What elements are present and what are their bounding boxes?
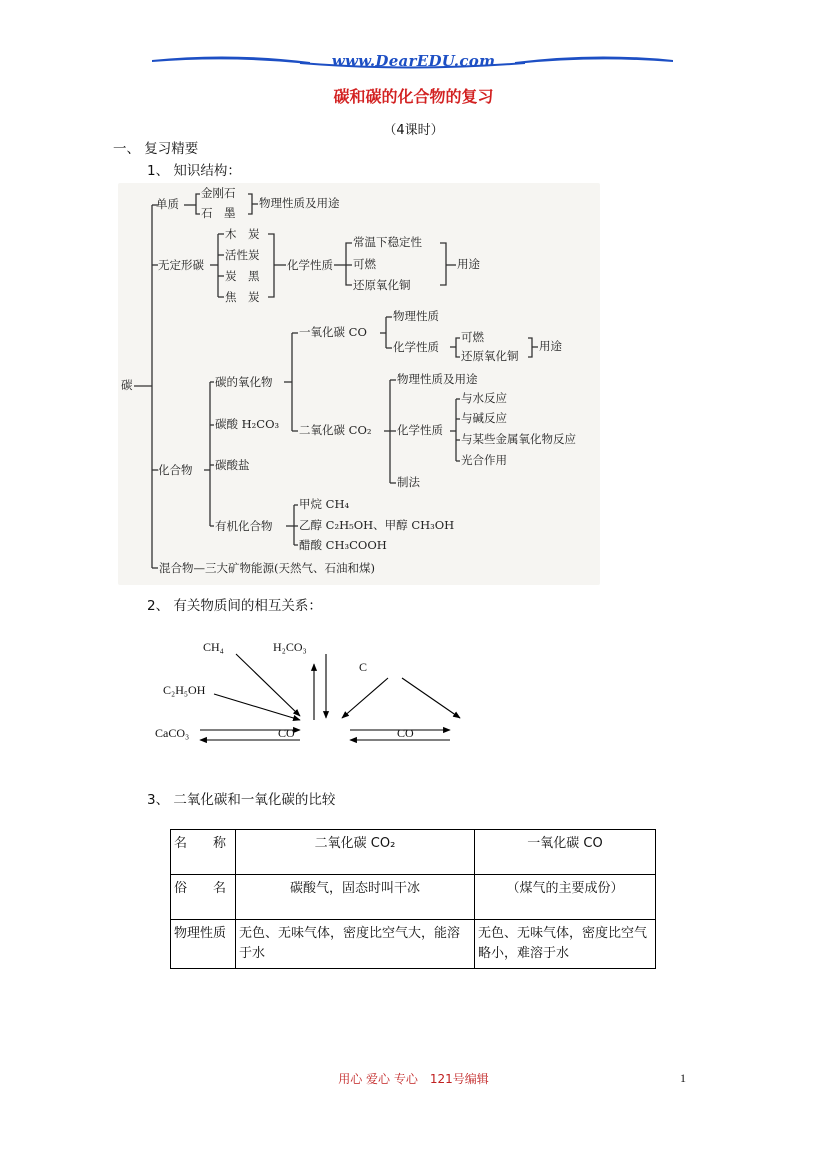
node-with-metal-oxide: 与某些金属氧化物反应 <box>461 432 576 446</box>
node-chemical-properties: 化学性质 <box>287 258 333 272</box>
knowledge-structure-diagram <box>118 183 600 585</box>
relation-ch4: CH₄ <box>203 640 224 654</box>
node-carbon-black: 炭 黑 <box>225 269 260 283</box>
node-activated-carbon: 活性炭 <box>225 248 260 262</box>
node-co-reduce-cuo: 还原氧化铜 <box>461 349 519 363</box>
subheading-relations: 2、 有关物质间的相互关系： <box>147 598 322 614</box>
node-carbonate: 碳酸盐 <box>215 458 250 472</box>
section-heading-review: 一、 复习精要 <box>113 141 199 157</box>
node-co2-physical-use: 物理性质及用途 <box>397 372 478 386</box>
table-row <box>171 920 656 969</box>
node-coke: 焦 炭 <box>225 290 260 304</box>
relation-co: CO <box>397 726 414 740</box>
node-charcoal: 木 炭 <box>225 227 260 241</box>
page-number: 1 <box>680 1071 686 1085</box>
relation-co2: CO <box>278 726 295 740</box>
table-cell: 无色、无味气体，密度比空气大，能溶于水 <box>236 920 475 969</box>
node-uses: 用途 <box>457 257 480 271</box>
node-co2: 二氧化碳 CO₂ <box>299 423 372 437</box>
table-cell: （煤气的主要成份） <box>475 875 656 920</box>
node-methane: 甲烷 CH₄ <box>299 497 350 511</box>
node-photosynthesis: 光合作用 <box>461 453 507 467</box>
table-cell: 俗 名 <box>171 875 236 920</box>
document-subtitle: （4课时） <box>383 123 444 138</box>
site-banner-text[interactable]: www.DearEDU.com <box>331 52 496 70</box>
node-co-flammable: 可燃 <box>461 330 484 344</box>
table-header-cell: 二氧化碳 CO₂ <box>236 830 475 875</box>
table-row <box>171 875 656 920</box>
node-organic: 有机化合物 <box>215 519 273 533</box>
table-cell: 无色、无味气体，密度比空气略小，难溶于水 <box>475 920 656 969</box>
comparison-table <box>170 829 656 969</box>
node-mixtures: 混合物—三大矿物能源(天然气、石油和煤) <box>159 561 375 575</box>
node-reduce-cuo: 还原氧化铜 <box>353 278 411 292</box>
node-physical-use: 物理性质及用途 <box>259 196 340 210</box>
node-preparation: 制法 <box>397 475 420 489</box>
relation-h2co3: H₂CO₃ <box>273 640 307 654</box>
table-row <box>171 830 656 875</box>
document-title: 碳和碳的化合物的复习 <box>333 87 494 106</box>
table-header-cell: 名 称 <box>171 830 236 875</box>
relation-ethanol: C₂H₅OH <box>163 683 206 697</box>
page-footer: 用心 爱心 专心 121号编辑 <box>338 1072 489 1086</box>
node-co: 一氧化碳 CO <box>299 325 367 339</box>
node-elemental: 单质 <box>156 197 179 211</box>
node-acetic-acid: 醋酸 CH₃COOH <box>299 538 387 552</box>
subheading-comparison: 3、 二氧化碳和一氧化碳的比较 <box>147 792 336 808</box>
node-co-physical: 物理性质 <box>393 309 439 323</box>
relation-caco3: CaCO₃ <box>155 726 190 740</box>
node-carbonic-acid: 碳酸 H₂CO₃ <box>215 417 280 431</box>
table-header-cell: 一氧化碳 CO <box>475 830 656 875</box>
table-cell: 碳酸气，固态时叫干冰 <box>236 875 475 920</box>
node-carbon: 碳 <box>121 378 133 392</box>
node-diamond: 金刚石 <box>201 186 236 200</box>
node-alcohols: 乙醇 C₂H₅OH、甲醇 CH₃OH <box>299 518 455 532</box>
node-amorphous-carbon: 无定形碳 <box>158 258 204 272</box>
node-co-chemical: 化学性质 <box>393 340 439 354</box>
node-with-water: 与水反应 <box>461 391 507 405</box>
node-flammable: 可燃 <box>353 257 376 271</box>
table-cell: 物理性质 <box>171 920 236 969</box>
node-carbon-oxides: 碳的氧化物 <box>215 375 273 389</box>
relation-carbon: C <box>359 660 368 674</box>
node-co2-chemical: 化学性质 <box>397 423 443 437</box>
node-co-uses: 用途 <box>539 339 562 353</box>
node-stability: 常温下稳定性 <box>353 235 422 249</box>
node-graphite: 石 墨 <box>201 206 236 220</box>
relation-diagram <box>140 630 500 760</box>
node-with-base: 与碱反应 <box>461 411 507 425</box>
node-compounds: 化合物 <box>158 463 193 477</box>
subheading-knowledge-structure: 1、 知识结构： <box>147 163 241 179</box>
